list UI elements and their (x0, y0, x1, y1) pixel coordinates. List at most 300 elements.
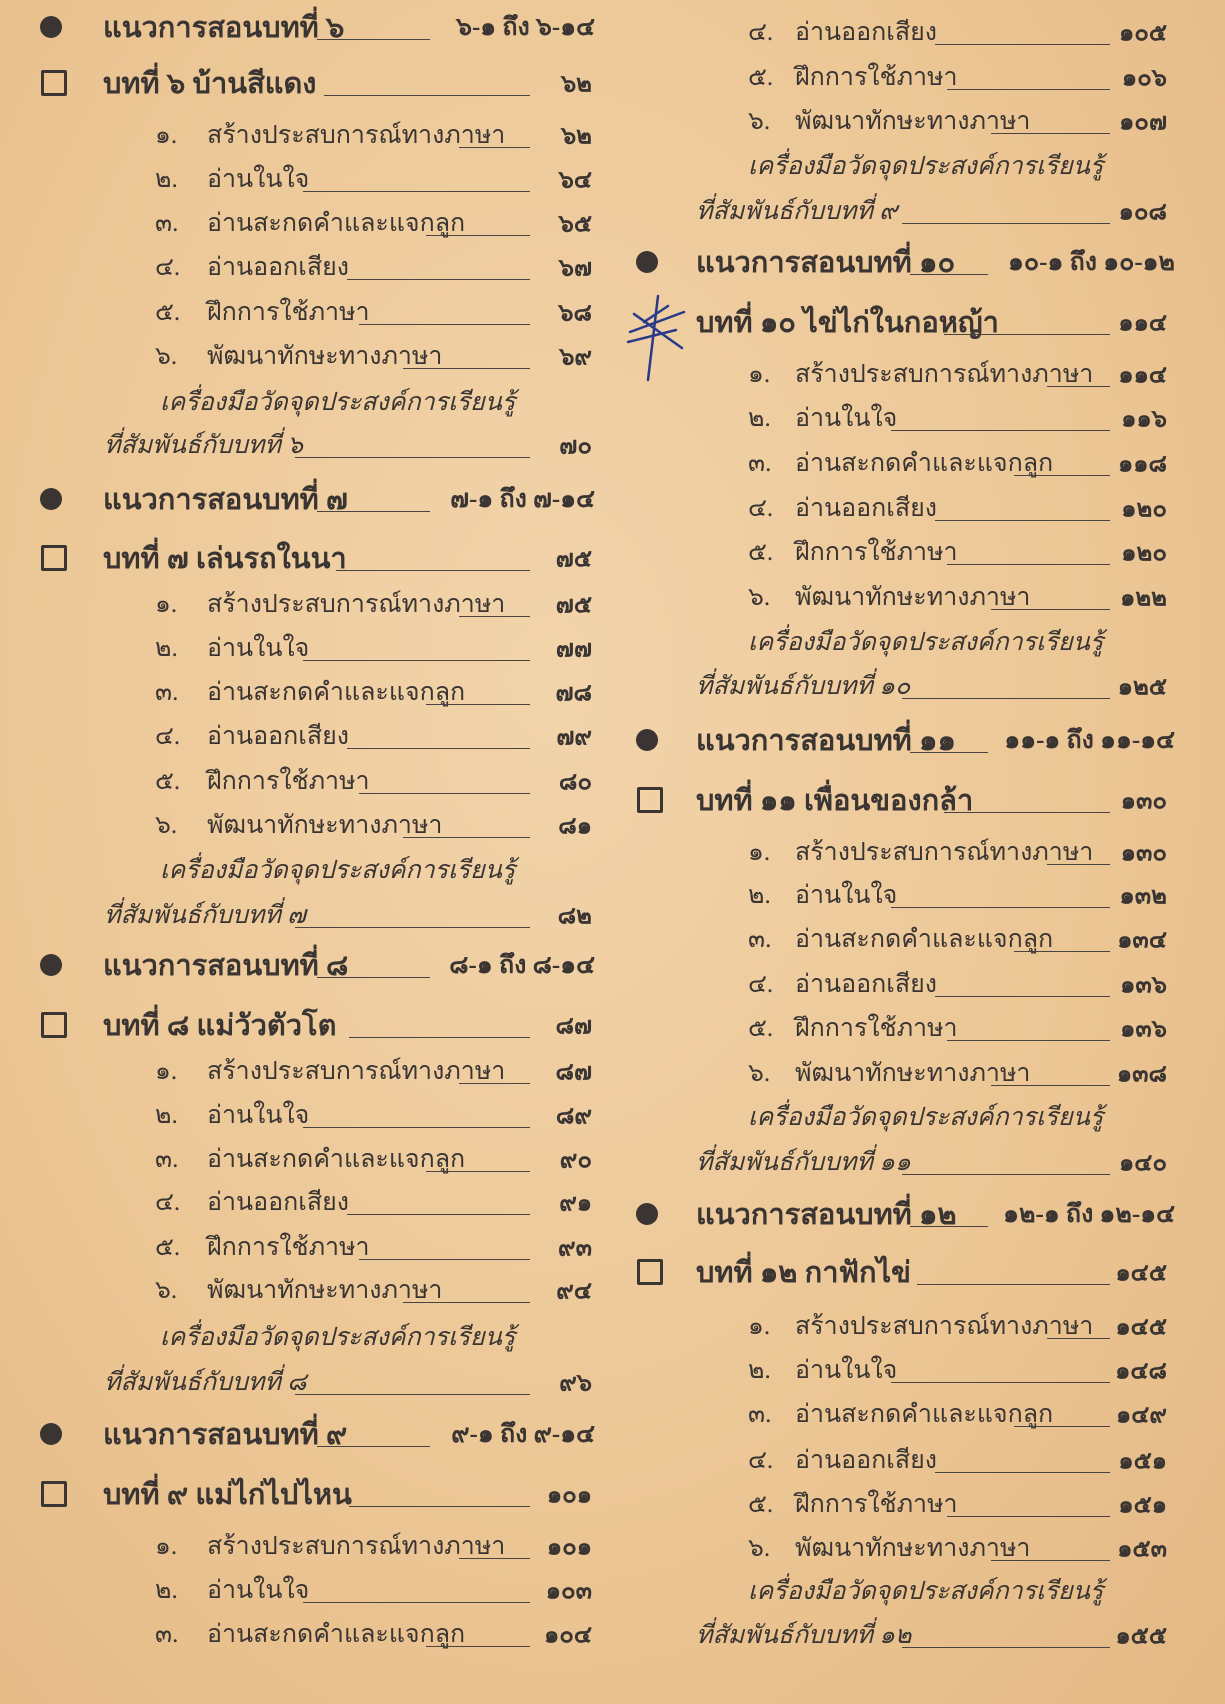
item-number: ๓. (748, 926, 772, 953)
toc-item (610, 530, 1225, 574)
item-page: ๖๘ (558, 300, 592, 327)
item-number: ๖. (155, 812, 178, 839)
item-page: ๘๐ (558, 769, 592, 796)
item-label: อ่านออกเสียง (795, 495, 937, 522)
checkbox-icon (637, 787, 663, 813)
section-title: แนวการสอนบทที่ ๘ (103, 950, 349, 982)
item-page: ๑๓๘ (1116, 1061, 1167, 1088)
leader-line (1047, 1338, 1110, 1339)
toc-item (610, 486, 1225, 530)
leader-line (303, 191, 530, 192)
item-number: ๒. (155, 1102, 178, 1129)
assessment-page: ๑๒๕ (1117, 674, 1167, 701)
item-number: ๖. (155, 343, 178, 370)
assessment-heading (0, 848, 610, 892)
leader-line (947, 564, 1110, 565)
item-page: ๗๙ (556, 724, 592, 751)
toc-item (610, 917, 1225, 961)
leader-line (336, 570, 530, 571)
item-page: ๑๐๔ (543, 1622, 592, 1649)
assessment-page: ๑๐๘ (1118, 199, 1167, 226)
item-page: ๙๐ (559, 1147, 592, 1174)
toc-item (0, 290, 610, 334)
assessment-chapter-label: ที่สัมพันธ์กับบทที่ ๘ (104, 1369, 307, 1396)
toc-item (0, 759, 610, 803)
chapter-title: บทที่ ๑๐ ไข่ไก่ในกอหญ้า (696, 307, 999, 339)
chapter-page: ๘๗ (555, 1013, 592, 1040)
leader-line (910, 1226, 988, 1227)
toc-item (0, 626, 610, 670)
item-label: สร้างประสบการณ์ทางภาษา (795, 1313, 1094, 1340)
chapter-page: ๑๓๐ (1120, 788, 1167, 815)
item-number: ๑. (748, 361, 771, 388)
item-label: ฝึกการใช้ภาษา (207, 768, 370, 795)
item-number: ๓. (155, 210, 179, 237)
toc-item (610, 962, 1225, 1006)
section-header (0, 1412, 610, 1456)
leader-line (944, 812, 1110, 813)
item-number: ๒. (748, 405, 771, 432)
assessment-page: ๗๐ (559, 433, 592, 460)
leader-line (902, 698, 1110, 699)
item-label: อ่านออกเสียง (795, 971, 937, 998)
item-page: ๖๔ (558, 167, 592, 194)
section-header (0, 477, 610, 521)
item-label: ฝึกการใช้ภาษา (795, 539, 958, 566)
leader-line (902, 1647, 1110, 1648)
assessment-entry (610, 664, 1225, 708)
item-number: ๒. (748, 882, 771, 909)
leader-line (403, 1302, 530, 1303)
item-number: ๓. (748, 450, 772, 477)
leader-line (347, 1214, 530, 1215)
item-number: ๕. (155, 768, 181, 795)
chapter-entry (0, 1472, 610, 1516)
item-page: ๘๑ (558, 813, 592, 840)
item-page: ๑๒๒ (1120, 585, 1167, 612)
leader-line (947, 89, 1110, 90)
leader-line (991, 133, 1110, 134)
checkbox-icon (41, 1481, 67, 1507)
item-number: ๕. (748, 539, 774, 566)
leader-line (891, 907, 1110, 908)
item-number: ๑. (748, 839, 771, 866)
assessment-heading (610, 620, 1225, 664)
leader-line (303, 1127, 530, 1128)
leader-line (935, 1472, 1110, 1473)
leader-line (359, 324, 530, 325)
item-page: ๑๑๘ (1118, 451, 1167, 478)
item-page: ๙๔ (556, 1278, 592, 1305)
toc-item (0, 157, 610, 201)
item-number: ๑. (155, 122, 178, 149)
leader-line (910, 752, 988, 753)
leader-line (426, 704, 530, 705)
item-page: ๗๘ (555, 680, 592, 707)
item-label: พัฒนาทักษะทางภาษา (207, 343, 443, 370)
toc-item (610, 99, 1225, 143)
leader-line (347, 279, 530, 280)
toc-item (610, 1526, 1225, 1570)
toc-item (610, 1392, 1225, 1436)
leader-line (991, 1560, 1110, 1561)
item-label: ฝึกการใช้ภาษา (795, 64, 958, 91)
assessment-heading (0, 1315, 610, 1359)
item-number: ๔. (155, 254, 181, 281)
item-page: ๖๙ (559, 344, 592, 371)
item-number: ๑. (155, 591, 178, 618)
toc-item (610, 830, 1225, 874)
leader-line (910, 274, 988, 275)
item-number: ๕. (748, 64, 774, 91)
leader-line (349, 1506, 531, 1507)
assessment-label: เครื่องมือวัดจุดประสงค์การเรียนรู้ (160, 1324, 516, 1351)
bullet-icon (40, 16, 62, 38)
item-number: ๔. (748, 1447, 774, 1474)
leader-line (359, 1259, 530, 1260)
section-title: แนวการสอนบทที่ ๑๑ (696, 725, 956, 757)
checkbox-icon (41, 70, 67, 96)
assessment-entry (0, 423, 610, 467)
leader-line (991, 609, 1110, 610)
item-page: ๑๓๐ (1120, 840, 1167, 867)
bullet-icon (40, 1423, 62, 1445)
assessment-entry (0, 1360, 610, 1404)
section-title: แนวการสอนบทที่ ๙ (103, 1419, 348, 1451)
assessment-entry (0, 893, 610, 937)
item-label: ฝึกการใช้ภาษา (207, 1234, 370, 1261)
toc-item (0, 670, 610, 714)
leader-line (403, 837, 530, 838)
item-number: ๖. (748, 1060, 771, 1087)
leader-line (902, 1174, 1110, 1175)
leader-line (902, 223, 1110, 224)
item-label: สร้างประสบการณ์ทางภาษา (795, 839, 1094, 866)
toc-item (0, 201, 610, 245)
leader-line (459, 1083, 530, 1084)
item-label: อ่านสะกดคำและแจกลูก (207, 679, 466, 706)
toc-item (0, 1093, 610, 1137)
item-label: อ่านออกเสียง (795, 19, 937, 46)
section-header (610, 718, 1225, 762)
toc-item (0, 1225, 610, 1269)
item-page: ๑๒๐ (1121, 540, 1167, 567)
item-number: ๔. (155, 1189, 181, 1216)
toc-item (610, 441, 1225, 485)
toc-item (610, 1482, 1225, 1526)
assessment-chapter-label: ที่สัมพันธ์กับบทที่ ๖ (104, 432, 303, 459)
leader-line (317, 977, 430, 978)
leader-line (317, 1446, 430, 1447)
item-page: ๑๐๕ (1118, 20, 1167, 47)
item-label: พัฒนาทักษะทางภาษา (795, 1535, 1031, 1562)
item-label: อ่านสะกดคำและแจกลูก (795, 1401, 1054, 1428)
item-page: ๖๗ (558, 255, 592, 282)
item-page: ๑๐๓ (545, 1578, 592, 1605)
section-page-range: ๘-๑ ถึง ๘-๑๔ (449, 952, 595, 979)
item-label: อ่านในใจ (795, 405, 898, 432)
leader-line (295, 457, 530, 458)
item-label: อ่านสะกดคำและแจกลูก (207, 210, 466, 237)
toc-item (610, 1006, 1225, 1050)
leader-line (403, 368, 530, 369)
checkbox-icon (637, 1259, 663, 1285)
assessment-label: เครื่องมือวัดจุดประสงค์การเรียนรู้ (748, 629, 1104, 656)
leader-line (917, 1284, 1111, 1285)
assessment-heading (610, 1569, 1225, 1613)
item-label: อ่านในใจ (795, 1357, 898, 1384)
item-label: อ่านออกเสียง (795, 1447, 937, 1474)
item-label: อ่านสะกดคำและแจกลูก (795, 450, 1054, 477)
assessment-label: เครื่องมือวัดจุดประสงค์การเรียนรู้ (748, 1578, 1104, 1605)
item-number: ๓. (748, 1401, 772, 1428)
leader-line (426, 1171, 530, 1172)
leader-line (935, 996, 1110, 997)
assessment-label: เครื่องมือวัดจุดประสงค์การเรียนรู้ (748, 153, 1104, 180)
assessment-label: เครื่องมือวัดจุดประสงค์การเรียนรู้ (160, 389, 516, 416)
leader-line (935, 44, 1110, 45)
bullet-icon (636, 251, 658, 273)
item-number: ๒. (748, 1357, 771, 1384)
item-page: ๙๓ (558, 1235, 592, 1262)
item-number: ๕. (155, 1234, 181, 1261)
item-page: ๖๕ (558, 211, 592, 238)
item-label: สร้างประสบการณ์ทางภาษา (207, 1533, 506, 1560)
section-header (610, 1192, 1225, 1236)
assessment-heading (0, 380, 610, 424)
item-page: ๑๐๗ (1119, 109, 1167, 136)
chapter-title: บทที่ ๘ แม่วัวตัวโต (103, 1010, 337, 1042)
chapter-entry (0, 61, 610, 105)
leader-line (947, 1040, 1110, 1041)
toc-item (0, 245, 610, 289)
toc-item (0, 1612, 610, 1656)
item-number: ๒. (155, 635, 178, 662)
item-number: ๖. (748, 584, 771, 611)
assessment-entry (610, 189, 1225, 233)
leader-line (295, 927, 530, 928)
bullet-icon (636, 1203, 658, 1225)
section-header (0, 5, 610, 49)
chapter-title: บทที่ ๗ เล่นรถในนา (103, 543, 347, 575)
toc-item (610, 575, 1225, 619)
item-label: อ่านในใจ (207, 1577, 310, 1604)
item-page: ๑๑๔ (1118, 362, 1167, 389)
item-label: สร้างประสบการณ์ทางภาษา (795, 361, 1094, 388)
item-label: ฝึกการใช้ภาษา (795, 1015, 958, 1042)
item-page: ๙๑ (559, 1190, 592, 1217)
item-number: ๔. (748, 971, 774, 998)
item-number: ๕. (748, 1491, 774, 1518)
chapter-page: ๗๕ (555, 546, 592, 573)
leader-line (891, 1382, 1110, 1383)
item-page: ๑๓๔ (1117, 927, 1167, 954)
item-number: ๔. (155, 723, 181, 750)
item-label: อ่านสะกดคำและแจกลูก (207, 1146, 466, 1173)
section-page-range: ๑๒-๑ ถึง ๑๒-๑๔ (1003, 1201, 1175, 1228)
leader-line (317, 511, 430, 512)
item-page: ๘๗ (555, 1059, 592, 1086)
item-page: ๑๔๙ (1116, 1402, 1167, 1429)
assessment-chapter-label: ที่สัมพันธ์กับบทที่ ๙ (696, 198, 898, 225)
leader-line (459, 616, 530, 617)
assessment-page: ๑๕๕ (1115, 1623, 1167, 1650)
leader-line (426, 1646, 530, 1647)
toc-item (610, 1438, 1225, 1482)
section-page-range: ๖-๑ ถึง ๖-๑๔ (456, 14, 595, 41)
item-page: ๑๓๖ (1120, 1016, 1167, 1043)
item-page: ๑๑๖ (1121, 406, 1167, 433)
item-number: ๑. (155, 1533, 178, 1560)
leader-line (944, 334, 1110, 335)
section-title: แนวการสอนบทที่ ๗ (103, 484, 348, 516)
item-page: ๑๔๕ (1115, 1314, 1167, 1341)
chapter-page: ๑๑๔ (1118, 310, 1167, 337)
assessment-chapter-label: ที่สัมพันธ์กับบทที่ ๑๐ (696, 673, 911, 700)
assessment-label: เครื่องมือวัดจุดประสงค์การเรียนรู้ (160, 857, 516, 884)
assessment-heading (610, 144, 1225, 188)
section-page-range: ๙-๑ ถึง ๙-๑๔ (451, 1421, 595, 1448)
leader-line (317, 39, 430, 40)
toc-item (0, 1268, 610, 1312)
leader-line (935, 520, 1110, 521)
toc-item (0, 1137, 610, 1181)
leader-line (459, 1558, 530, 1559)
leader-line (1014, 951, 1110, 952)
item-page: ๑๔๘ (1115, 1358, 1167, 1385)
bullet-icon (40, 954, 62, 976)
leader-line (1047, 386, 1110, 387)
toc-item (0, 714, 610, 758)
bullet-icon (636, 729, 658, 751)
item-label: อ่านในใจ (207, 166, 310, 193)
item-label: พัฒนาทักษะทางภาษา (207, 1277, 443, 1304)
toc-item (610, 396, 1225, 440)
item-page: ๑๐๑ (546, 1534, 592, 1561)
toc-item (0, 1568, 610, 1612)
assessment-chapter-label: ที่สัมพันธ์กับบทที่ ๗ (104, 902, 306, 929)
section-title: แนวการสอนบทที่ ๖ (103, 12, 345, 44)
chapter-entry (0, 1003, 610, 1047)
item-number: ๔. (748, 495, 774, 522)
section-page-range: ๑๐-๑ ถึง ๑๐-๑๒ (1008, 249, 1175, 276)
assessment-page: ๙๖ (559, 1370, 592, 1397)
item-number: ๕. (748, 1015, 774, 1042)
toc-item (610, 1348, 1225, 1392)
chapter-page: ๑๐๑ (546, 1482, 592, 1509)
chapter-page: ๖๒ (560, 71, 592, 98)
item-number: ๕. (155, 299, 181, 326)
item-page: ๑๕๓ (1117, 1536, 1167, 1563)
section-header (610, 240, 1225, 284)
assessment-entry (610, 1140, 1225, 1184)
item-page: ๑๒๐ (1121, 496, 1167, 523)
checkbox-icon (41, 545, 67, 571)
toc-item (610, 1051, 1225, 1095)
leader-line (1014, 1426, 1110, 1427)
item-number: ๖. (748, 108, 771, 135)
item-number: ๓. (155, 1621, 179, 1648)
item-label: พัฒนาทักษะทางภาษา (795, 108, 1031, 135)
chapter-entry (0, 536, 610, 580)
assessment-entry (610, 1613, 1225, 1657)
chapter-page: ๑๔๕ (1115, 1260, 1167, 1287)
assessment-heading (610, 1095, 1225, 1139)
toc-item (0, 113, 610, 157)
leader-line (1047, 864, 1110, 865)
item-label: พัฒนาทักษะทางภาษา (795, 1060, 1031, 1087)
pen-scribble-mark (624, 292, 704, 382)
item-label: อ่านในใจ (207, 1102, 310, 1129)
item-page: ๗๕ (555, 592, 592, 619)
item-label: สร้างประสบการณ์ทางภาษา (207, 591, 506, 618)
item-number: ๑. (748, 1313, 771, 1340)
item-page: ๖๒ (560, 123, 592, 150)
leader-line (947, 1516, 1110, 1517)
item-label: ฝึกการใช้ภาษา (795, 1491, 958, 1518)
toc-item (0, 1524, 610, 1568)
leader-line (303, 1602, 530, 1603)
item-label: สร้างประสบการณ์ทางภาษา (207, 1058, 506, 1085)
leader-line (991, 1085, 1110, 1086)
leader-line (349, 1037, 531, 1038)
item-number: ๓. (155, 1146, 179, 1173)
leader-line (295, 1394, 530, 1395)
assessment-page: ๘๒ (557, 903, 592, 930)
item-label: อ่านออกเสียง (207, 254, 349, 281)
item-label: อ่านสะกดคำและแจกลูก (795, 926, 1054, 953)
item-label: อ่านในใจ (795, 882, 898, 909)
leader-line (426, 235, 530, 236)
toc-item (610, 10, 1225, 54)
item-page: ๑๓๖ (1120, 972, 1167, 999)
toc-item (610, 55, 1225, 99)
chapter-title: บทที่ ๙ แม่ไก่ไปไหน (103, 1479, 352, 1511)
item-page: ๑๕๑ (1118, 1448, 1167, 1475)
section-title: แนวการสอนบทที่ ๑๐ (696, 247, 956, 279)
section-page-range: ๗-๑ ถึง ๗-๑๔ (450, 486, 595, 513)
section-title: แนวการสอนบทที่ ๑๒ (696, 1199, 957, 1231)
toc-item (610, 1304, 1225, 1348)
section-page-range: ๑๑-๑ ถึง ๑๑-๑๔ (1004, 727, 1175, 754)
assessment-page: ๑๔๐ (1118, 1150, 1167, 1177)
assessment-chapter-label: ที่สัมพันธ์กับบทที่ ๑๒ (696, 1622, 912, 1649)
item-label: ฝึกการใช้ภาษา (207, 299, 370, 326)
item-number: ๔. (748, 19, 774, 46)
chapter-entry (610, 1250, 1225, 1294)
toc-item (0, 582, 610, 626)
leader-line (891, 430, 1110, 431)
chapter-title: บทที่ ๑๑ เพื่อนของกล้า (696, 785, 974, 817)
leader-line (347, 748, 530, 749)
checkbox-icon (41, 1012, 67, 1038)
toc-item (0, 1049, 610, 1093)
leader-line (1014, 475, 1110, 476)
item-number: ๖. (155, 1277, 178, 1304)
item-label: พัฒนาทักษะทางภาษา (795, 584, 1031, 611)
item-number: ๒. (155, 166, 178, 193)
item-page: ๗๗ (555, 636, 592, 663)
item-label: สร้างประสบการณ์ทางภาษา (207, 122, 506, 149)
chapter-entry (610, 778, 1225, 822)
item-page: ๑๐๖ (1121, 65, 1167, 92)
item-label: อ่านออกเสียง (207, 723, 349, 750)
item-page: ๑๕๑ (1118, 1492, 1167, 1519)
item-label: อ่านออกเสียง (207, 1189, 349, 1216)
item-page: ๘๙ (555, 1103, 592, 1130)
leader-line (303, 660, 530, 661)
section-header (0, 943, 610, 987)
